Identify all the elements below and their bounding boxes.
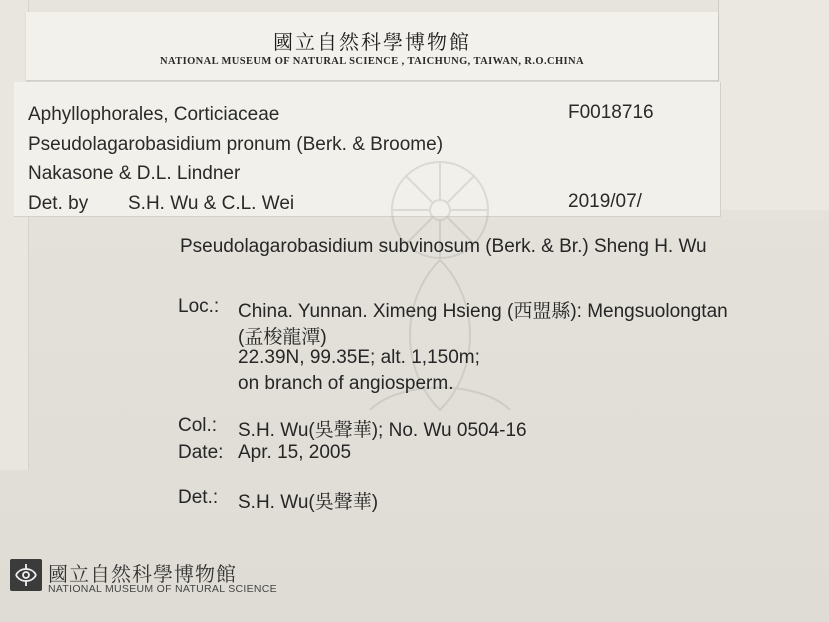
- background-strip: [718, 0, 829, 210]
- museum-header-label: [26, 12, 718, 81]
- determination-date: 2019/07/: [568, 191, 642, 212]
- catalog-number: F0018716: [568, 102, 654, 123]
- date-label: Date:: [178, 442, 224, 463]
- locality-label: Loc.:: [178, 296, 220, 317]
- coordinates-altitude: 22.39N, 99.35E; alt. 1,150m;: [238, 347, 480, 368]
- museum-name-en: NATIONAL MUSEUM OF NATURAL SCIENCE , TAICHUNG, TAIWAN, R.O.CHINA: [160, 56, 584, 67]
- determined-by-names: S.H. Wu & C.L. Wei: [128, 193, 295, 214]
- substrate: on branch of angiosperm.: [238, 373, 454, 394]
- determination-label: [14, 82, 721, 217]
- logo-name-zh: 國立自然科學博物館: [48, 562, 237, 586]
- determined-by-label: Det. by: [28, 193, 89, 214]
- sheet-edge: [0, 0, 29, 470]
- taxonomy-text: Aphyllophorales, Corticiaceae: [28, 104, 280, 125]
- species-name-line1: Pseudolagarobasidium pronum (Berk. & Broome): [28, 134, 444, 155]
- locality-line1: China. Yunnan. Ximeng Hsieng (西盟縣): Mengsuolongtan: [238, 301, 728, 322]
- current-species-name: Pseudolagarobasidium subvinosum (Berk. & Br.) Sheng H. Wu: [180, 236, 707, 257]
- logo-name-en: NATIONAL MUSEUM OF NATURAL SCIENCE: [48, 583, 277, 595]
- species-name-line2: Nakasone & D.L. Lindner: [28, 163, 241, 184]
- collector-value: S.H. Wu(吳聲華); No. Wu 0504-16: [238, 420, 527, 441]
- determiner-value: S.H. Wu(吳聲華): [238, 492, 379, 513]
- museum-name-zh: 國立自然科學博物館: [273, 30, 471, 54]
- museum-emblem-icon: [10, 559, 42, 591]
- determiner-label: Det.:: [178, 487, 219, 508]
- collection-date: Apr. 15, 2005: [238, 442, 352, 463]
- locality-line2: (孟梭龍潭): [238, 327, 327, 348]
- collector-label: Col.:: [178, 415, 218, 436]
